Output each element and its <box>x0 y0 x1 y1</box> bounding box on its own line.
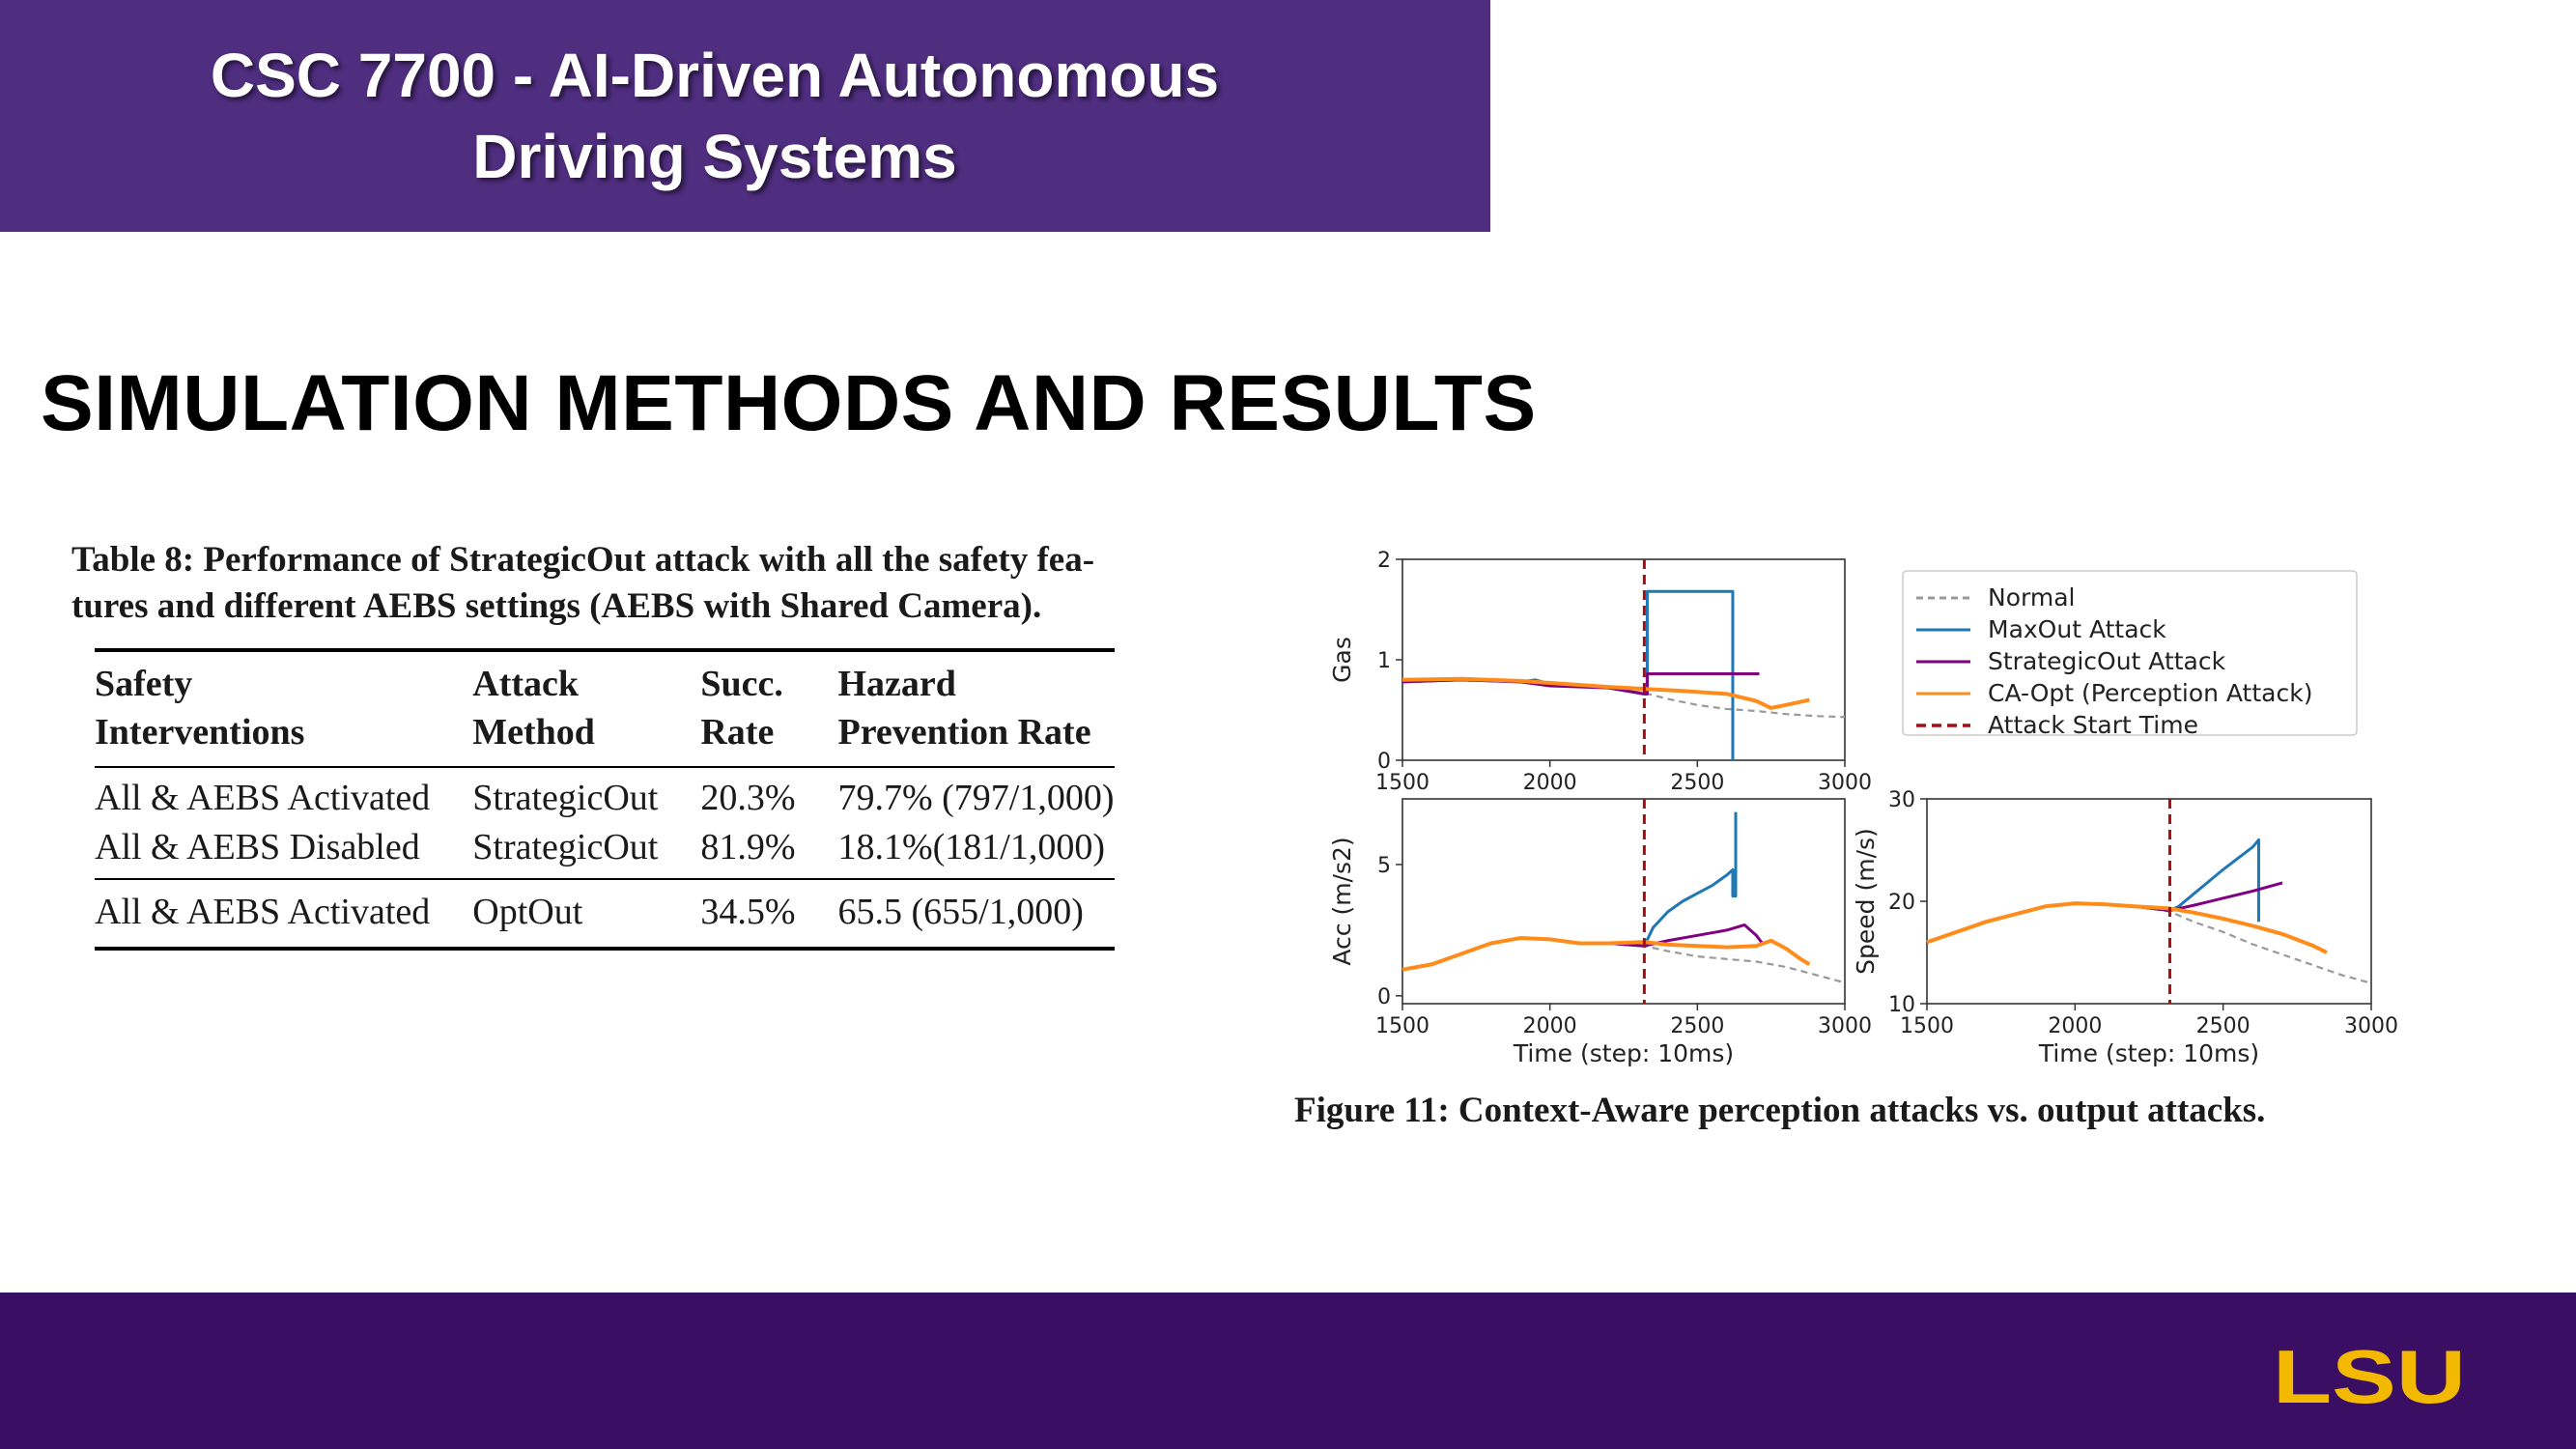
x-tick-label: 3000 <box>1818 771 1872 795</box>
lsu-logo-text: LSU <box>2273 1343 2466 1410</box>
table-header-row <box>95 650 1115 767</box>
section-heading: SIMULATION METHODS AND RESULTS <box>41 359 1537 447</box>
header-attack-method: Attack Method <box>472 664 595 753</box>
x-axis-label: Time (step: 10ms) <box>2038 1039 2260 1067</box>
x-tick-label: 3000 <box>1818 1014 1872 1038</box>
x-tick-label: 2500 <box>2195 1014 2250 1038</box>
table-cell: 79.7% (797/1,000) <box>837 778 1115 818</box>
x-tick-label: 1500 <box>1375 771 1430 795</box>
table-cell: 18.1%(181/1,000) <box>837 827 1106 867</box>
legend-label: StrategicOut Attack <box>1988 647 2226 675</box>
footer-bar <box>0 1293 2576 1449</box>
plot-frame-2 <box>1927 799 2371 1004</box>
table-cell: StrategicOut <box>472 827 659 867</box>
table-caption-line-2: tures and different AEBS settings (AEBS with Shared Camera). <box>71 586 1042 626</box>
x-axis-label: Time (step: 10ms) <box>1513 1039 1735 1067</box>
series-line-ca-opt-perception-attack <box>1927 903 2327 952</box>
figure-caption: Figure 11: Context-Aware perception attacks vs. output attacks. <box>1294 1091 2266 1130</box>
table-cell: StrategicOut <box>472 778 659 818</box>
table-cell: All & AEBS Disabled <box>95 827 420 867</box>
x-tick-label: 3000 <box>2344 1014 2398 1038</box>
header-success-rate: Succ. Rate <box>700 664 783 753</box>
y-axis-label: Gas <box>1328 637 1356 683</box>
series-line-ca-opt-perception-attack <box>1402 938 1809 970</box>
header-bar <box>0 0 1490 232</box>
series-line-normal <box>1402 680 1845 717</box>
x-tick-label: 2000 <box>1522 771 1577 795</box>
legend-label: Normal <box>1988 583 2076 611</box>
x-tick-label: 2500 <box>1670 771 1725 795</box>
legend-label: MaxOut Attack <box>1988 615 2166 643</box>
series-line-maxout-attack <box>1402 591 1733 760</box>
y-tick-label: 10 <box>1888 993 1915 1017</box>
legend-label: Attack Start Time <box>1988 711 2198 739</box>
x-tick-label: 2000 <box>2048 1014 2103 1038</box>
slide-title <box>0 35 1430 197</box>
table-cell: All & AEBS Activated <box>95 892 431 932</box>
header-safety-interventions: Safety Interventions <box>95 664 305 753</box>
lsu-logo <box>2268 1343 2471 1410</box>
table-cell: All & AEBS Activated <box>95 778 431 818</box>
y-tick-label: 5 <box>1377 853 1391 878</box>
x-tick-label: 2500 <box>1670 1014 1725 1038</box>
slide-title-line-1: CSC 7700 - AI-Driven Autonomous <box>210 41 1220 110</box>
figure-11-charts <box>1294 536 2482 1145</box>
y-axis-label: Speed (m/s) <box>1852 828 1880 975</box>
table-cell: 20.3% <box>700 778 796 818</box>
x-tick-label: 1500 <box>1900 1014 1954 1038</box>
results-table-block <box>71 537 1231 932</box>
table-caption-line-1: Table 8: Performance of StrategicOut attack with all the safety fea- <box>71 540 1095 580</box>
table-cell: 81.9% <box>700 827 796 867</box>
table-cell: 65.5 (655/1,000) <box>837 892 1084 932</box>
series-line-ca-opt-perception-attack <box>1402 679 1809 708</box>
x-tick-label: 2000 <box>1522 1014 1577 1038</box>
y-tick-label: 2 <box>1377 549 1391 573</box>
slide-title-line-2: Driving Systems <box>472 122 957 191</box>
y-tick-label: 0 <box>1377 984 1391 1009</box>
results-table <box>95 648 1115 951</box>
plot-frame-1 <box>1402 799 1845 1004</box>
y-tick-label: 0 <box>1377 750 1391 774</box>
table-cell: OptOut <box>472 892 583 932</box>
header-hazard-prevention-rate: Hazard Prevention Rate <box>837 664 1091 753</box>
table-row <box>95 767 1115 823</box>
table-caption <box>71 537 1211 630</box>
table-cell: 34.5% <box>700 892 796 932</box>
table-row <box>95 823 1115 879</box>
plot-frame-0 <box>1402 559 1845 760</box>
x-tick-label: 1500 <box>1375 1014 1430 1038</box>
series-line-strategicout-attack <box>1927 883 2282 942</box>
y-axis-label: Acc (m/s2) <box>1328 837 1356 966</box>
legend-label: CA-Opt (Perception Attack) <box>1988 679 2313 707</box>
table-row <box>95 879 1115 949</box>
y-tick-label: 1 <box>1377 649 1391 673</box>
y-tick-label: 20 <box>1888 891 1915 915</box>
y-tick-label: 30 <box>1888 788 1915 812</box>
